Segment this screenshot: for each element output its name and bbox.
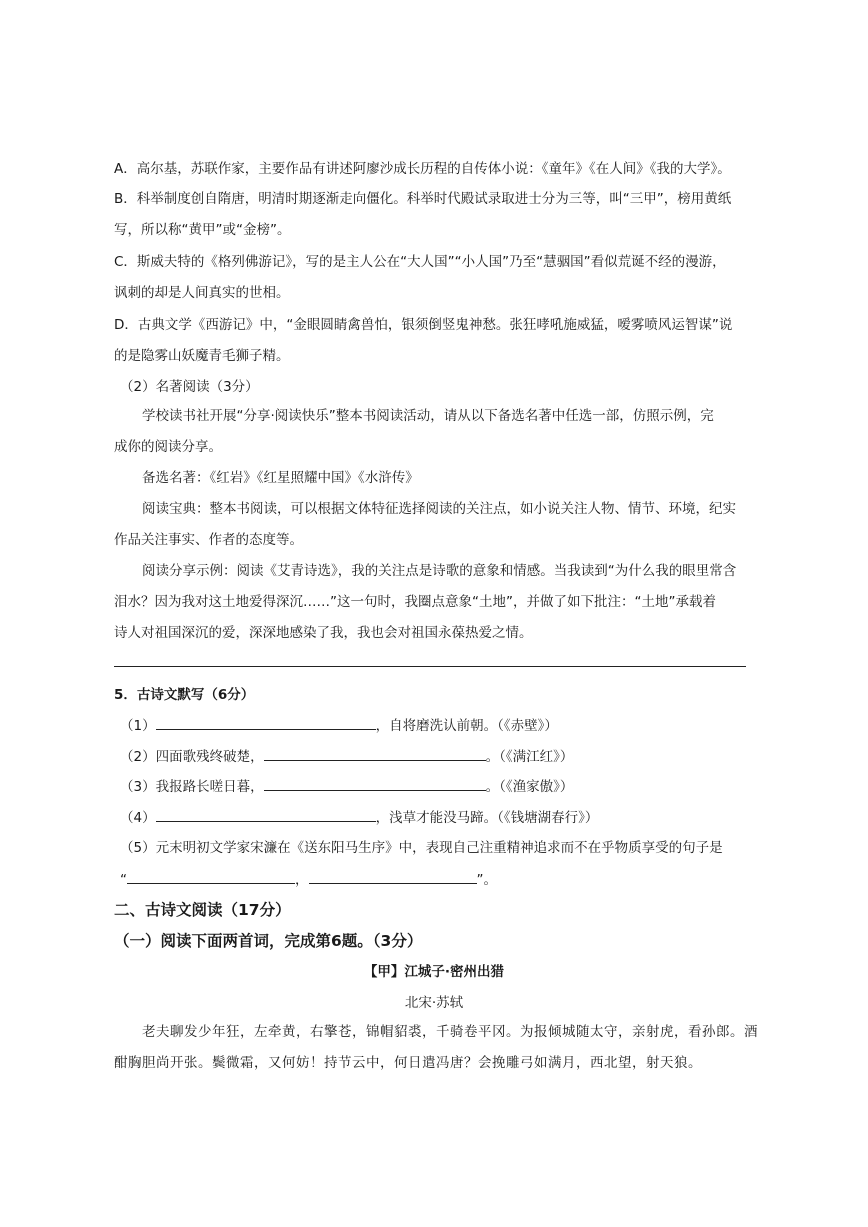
- q1-number: （1）: [120, 718, 156, 734]
- dictation-q4: [120, 807, 770, 828]
- dictation-q5-line1: （5）元末明初文学家宋濂在《送东阳马生序》中，表现自己注重精神追求而不在乎物质享受的句子是: [120, 840, 723, 856]
- q4-number: （4）: [120, 810, 156, 826]
- option-b-line2: 写，所以称“黄甲”或“金榜”。: [114, 222, 291, 238]
- reading-heading: （2）名著阅读（3分）: [120, 379, 259, 395]
- option-c-line1: C．斯威夫特的《格列佛游记》，写的是主人公在“大人国”“小人国”乃至“慧骃国”看似荒诞不经的漫游，: [114, 254, 726, 270]
- reading-intro-line2: 成你的阅读分享。: [114, 439, 222, 455]
- q2-blank[interactable]: [264, 746, 486, 761]
- reading-tips-line1: 阅读宝典：整本书阅读，可以根据文体特征选择阅读的关注点，如小说关注人物、情节、环境，纪实: [142, 501, 736, 517]
- q5-blank-1[interactable]: [127, 869, 295, 884]
- q5-open-quote: “: [120, 872, 127, 888]
- reading-example-line2: 泪水？因为我对这土地爱得深沉……”这一句时，我圈点意象“土地”，并做了如下批注：“土地”承载着: [114, 594, 716, 610]
- reading-tips-line2: 作品关注事实、作者的态度等。: [114, 532, 303, 548]
- option-d-line2: 的是隐雾山妖魔青毛狮子精。: [114, 348, 290, 364]
- q1-blank[interactable]: [156, 715, 376, 730]
- option-c-line2: 讽刺的却是人间真实的世相。: [114, 285, 290, 301]
- dictation-q2: [120, 746, 770, 767]
- dictation-q5-line2: [120, 869, 770, 890]
- q4-blank[interactable]: [156, 807, 376, 822]
- q5-blank-2[interactable]: [309, 869, 477, 884]
- option-d-line1: D．古典文学《西游记》中，“金眼圆睛禽兽怕，银须倒竖鬼神愁。张狂哮吼施威猛，嗳雾喷风运智谋”说: [114, 317, 733, 333]
- poem-line1: 老夫聊发少年狂，左牵黄，右擎苍，锦帽貂裘，千骑卷平冈。为报倾城随太守，亲射虎，看孙郎。酒: [142, 1024, 758, 1040]
- reading-intro-line1: 学校读书社开展“分享·阅读快乐”整本书阅读活动，请从以下备选名著中任选一部，仿照示例，完: [142, 408, 714, 424]
- poem-title: 【甲】江城子·密州出猎: [363, 964, 505, 980]
- q3-text: （3）我报路长嗟日暮，: [120, 779, 264, 795]
- section2-heading: 二、古诗文阅读（17分）: [114, 901, 291, 919]
- reading-books: 备选名著：《红岩》《红星照耀中国》《水浒传》: [142, 470, 419, 486]
- q1-text: ，自将磨洗认前朝。（《赤壁》）: [375, 718, 558, 734]
- poem-line2: 酣胸胆尚开张。鬓微霜，又何妨！持节云中，何日遣冯唐？会挽雕弓如满月，西北望，射天狼。: [114, 1055, 702, 1071]
- reading-example-line1: 阅读分享示例：阅读《艾青诗选》，我的关注点是诗歌的意象和情感。当我读到“为什么我的眼里常含: [142, 563, 737, 579]
- q2-text: （2）四面歌残终破楚，: [120, 749, 264, 765]
- poem-author: 北宋·苏轼: [404, 995, 464, 1011]
- q5-close-quote: ”。: [476, 872, 497, 888]
- section2-subheading: （一）阅读下面两首词，完成第6题。（3分）: [114, 932, 423, 950]
- dictation-heading: 5．古诗文默写（6分）: [114, 687, 255, 703]
- dictation-q3: [120, 776, 770, 797]
- q3-blank[interactable]: [264, 776, 486, 791]
- q2-source: 。（《满江红》）: [485, 749, 574, 765]
- q4-text: ，浅草才能没马蹄。（《钱塘湖春行》）: [375, 810, 599, 826]
- dictation-q1: [120, 715, 770, 736]
- q5-separator: ，: [295, 872, 309, 888]
- answer-line[interactable]: [114, 666, 746, 667]
- option-a: A．高尔基，苏联作家，主要作品有讲述阿廖沙成长历程的自传体小说：《童年》《在人间》《我的大学》。: [114, 161, 731, 177]
- option-b-line1: B．科举制度创自隋唐，明清时期逐渐走向僵化。科举时代殿试录取进士分为三等，叫“三甲”，榜用黄纸: [114, 191, 732, 207]
- q3-source: 。（《渔家傲》）: [485, 779, 574, 795]
- reading-example-line3: 诗人对祖国深沉的爱，深深地感染了我，我也会对祖国永葆热爱之情。: [114, 625, 533, 641]
